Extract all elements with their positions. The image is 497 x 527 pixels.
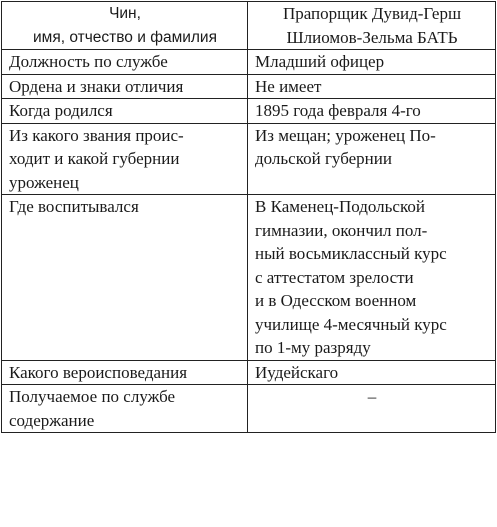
header-label-line: Чин, (109, 5, 141, 22)
row-label-cell (2, 50, 248, 75)
row-value-line: Младший офицер (255, 52, 385, 71)
row-value-line: дольской губернии (255, 149, 392, 168)
row-value-line: Не имеет (255, 76, 322, 96)
row-value-line: Из мещан; уроженец По- (255, 125, 436, 145)
table-row-position (2, 50, 496, 75)
row-value-cell (248, 123, 496, 195)
row-label-line: Когда родился (9, 101, 113, 120)
header-name-line: Шлиомов-Зельма БАТЬ (286, 27, 458, 47)
row-label-line: Должность по службе (9, 52, 168, 71)
table-row-education (2, 195, 496, 361)
row-value-line: Иудейскаго (255, 362, 339, 382)
row-label-line: Ордена и знаки отличия (9, 76, 184, 96)
row-label-line: Где воспитывался (9, 197, 139, 216)
row-value-line: училище 4-месячный курс (255, 314, 447, 334)
row-value-cell (248, 74, 496, 99)
row-value-line: и в Одесском военном (255, 291, 417, 310)
row-label-cell (2, 74, 248, 99)
row-label-cell (2, 360, 248, 385)
table-row-origin (2, 123, 496, 195)
row-value-cell (248, 360, 496, 385)
table-row-birth (2, 99, 496, 124)
row-value-line: – (367, 387, 377, 406)
service-record-table (1, 1, 496, 433)
table-row-religion (2, 360, 496, 385)
header-name-cell (248, 2, 496, 50)
row-label-cell (2, 385, 248, 433)
table-header-row (2, 2, 496, 50)
header-label-cell (2, 2, 248, 50)
header-label-line: имя, отчество и фамилия (33, 28, 217, 46)
row-label-line: содержание (9, 410, 95, 430)
table-row-salary (2, 385, 496, 433)
row-value-line: В Каменец-Подольской (255, 197, 425, 216)
row-label-cell (2, 123, 248, 195)
row-value-line: с аттестатом зрелости (255, 267, 414, 287)
row-value-line: 1895 года февраля 4-го (255, 101, 421, 120)
row-label-line: уроженец (9, 172, 79, 192)
row-label-cell (2, 99, 248, 124)
row-value-cell (248, 195, 496, 361)
row-label-line: Из какого звания проис- (9, 125, 184, 145)
row-value-cell (248, 99, 496, 124)
header-name-line: Прапорщик Дувид-Герш (282, 4, 462, 23)
row-value-cell (248, 385, 496, 433)
table-row-awards (2, 74, 496, 99)
row-label-line: ходит и какой губернии (9, 149, 180, 168)
row-value-cell (248, 50, 496, 75)
row-value-line: по 1-му разряду (255, 338, 371, 357)
row-label-line: Какого вероисповедания (9, 362, 188, 382)
row-label-cell (2, 195, 248, 361)
row-value-line: ный восьмиклассный курс (255, 244, 447, 263)
row-label-line: Получаемое по службе (9, 387, 176, 406)
row-value-line: гимназии, окончил пол- (255, 220, 428, 240)
